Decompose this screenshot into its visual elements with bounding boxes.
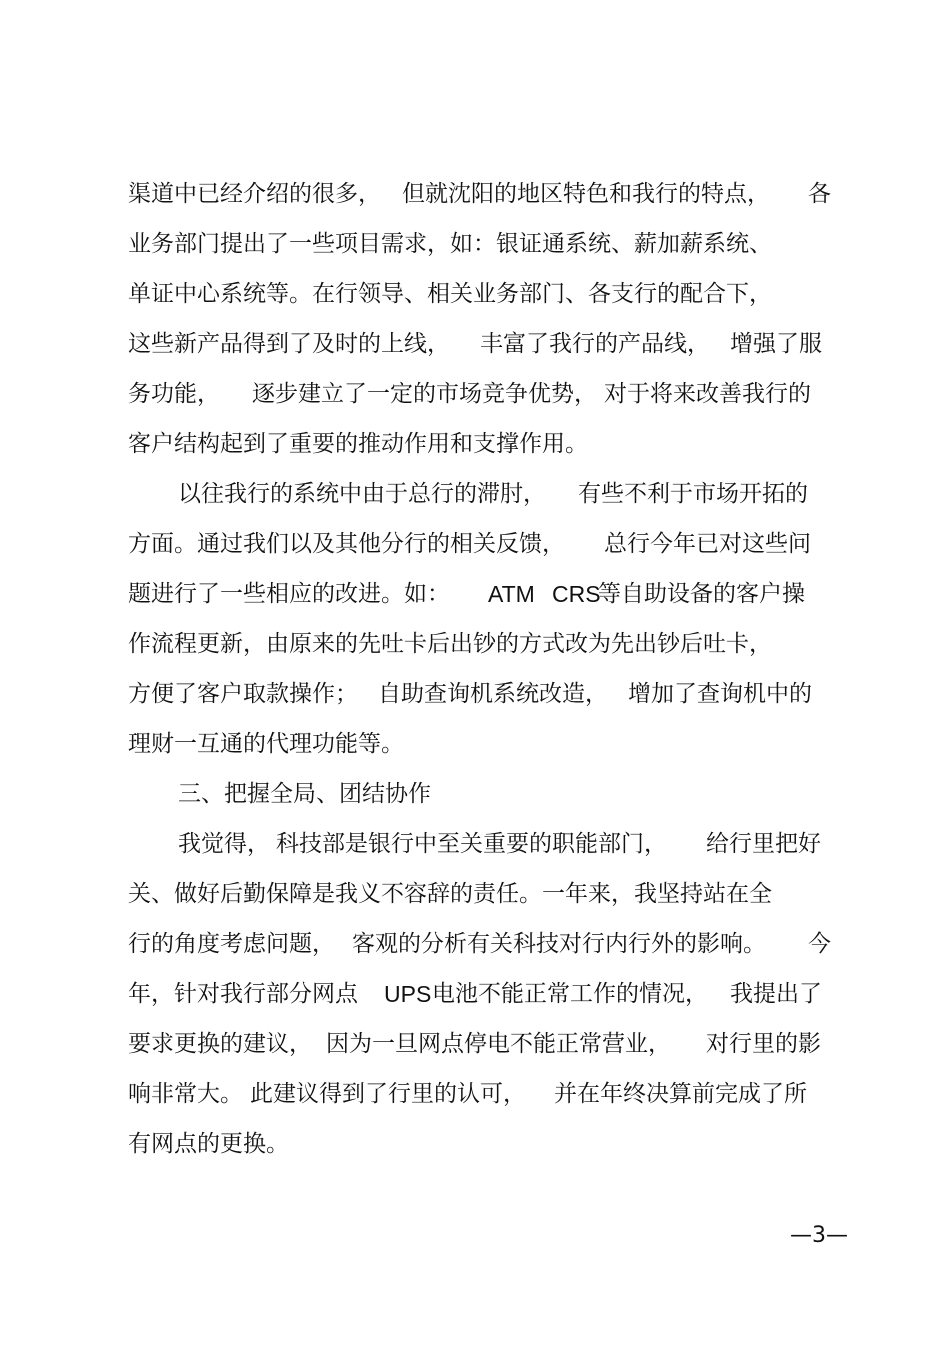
- text-segment: 等自助设备的客户操: [598, 581, 805, 607]
- section-heading: [0, 774, 950, 814]
- text-line: [0, 624, 950, 664]
- text-line: [0, 824, 950, 864]
- text-line: [0, 674, 950, 714]
- text-segment: 务功能，: [128, 381, 220, 407]
- text-segment: 客观的分析有关科技对行内行外的影响。: [352, 931, 766, 957]
- text-segment: 对于将来改善我行的: [604, 381, 811, 407]
- text-segment: 但就沈阳的地区特色和我行的特点，: [402, 181, 770, 207]
- text-segment: 增强了服: [730, 331, 822, 357]
- text-segment: 渠道中已经介绍的很多，: [128, 181, 381, 207]
- text-line: [0, 524, 950, 564]
- text-segment: 单证中心系统等。在行领导、相关业务部门、各支行的配合下，: [128, 281, 772, 307]
- text-segment: 总行今年已对这些问: [604, 531, 811, 557]
- text-line: [0, 924, 950, 964]
- text-line: [0, 274, 950, 314]
- text-segment: 并在年终决算前完成了所: [554, 1081, 807, 1107]
- page-number: —3—: [790, 1223, 848, 1248]
- text-segment: 自助查询机系统改造，: [378, 681, 608, 707]
- text-segment: 电池不能正常工作的情况，: [432, 981, 708, 1007]
- text-line: [0, 1024, 950, 1064]
- text-segment: 科技部是银行中至关重要的职能部门，: [276, 831, 667, 857]
- text-segment: 响非常大。: [128, 1081, 243, 1107]
- text-segment: 给行里把好: [706, 831, 821, 857]
- text-line: [0, 424, 950, 464]
- text-segment: 丰富了我行的产品线，: [480, 331, 710, 357]
- text-segment: 客户结构起到了重要的推动作用和支撑作用。: [128, 431, 588, 457]
- text-line: [0, 574, 950, 614]
- text-segment: 此建议得到了行里的认可，: [250, 1081, 526, 1107]
- text-segment: 年，针对我行部分网点: [128, 981, 358, 1007]
- text-segment: 要求更换的建议，: [128, 1031, 312, 1057]
- text-segment: 行的角度考虑问题，: [128, 931, 335, 957]
- text-segment: 各: [808, 181, 831, 207]
- text-segment: 这些新产品得到了及时的上线，: [128, 331, 450, 357]
- text-segment: UPS: [384, 981, 432, 1007]
- text-segment: 对行里的影: [706, 1031, 821, 1057]
- text-segment: 关、做好后勤保障是我义不容辞的责任。一年来，我坚持站在全: [128, 881, 772, 907]
- text-line: [0, 174, 950, 214]
- text-line: [0, 474, 950, 514]
- text-segment: 因为一旦网点停电不能正常营业，: [326, 1031, 671, 1057]
- text-segment: 理财一互通的代理功能等。: [128, 731, 404, 757]
- text-segment: 以往我行的系统中由于总行的滞肘，: [178, 481, 546, 507]
- text-segment: 有些不利于市场开拓的: [578, 481, 808, 507]
- text-segment: 作流程更新，由原来的先吐卡后出钞的方式改为先出钞后吐卡，: [128, 631, 772, 657]
- text-line: [0, 224, 950, 264]
- text-segment: 题进行了一些相应的改进。如：: [128, 581, 450, 607]
- text-segment: ATM: [488, 581, 535, 607]
- text-segment: 方便了客户取款操作；: [128, 681, 358, 707]
- text-line: [0, 724, 950, 764]
- text-segment: 我觉得，: [178, 831, 270, 857]
- text-segment: CRS: [552, 581, 601, 607]
- text-line: [0, 1074, 950, 1114]
- text-segment: 我提出了: [730, 981, 822, 1007]
- text-line: [0, 974, 950, 1014]
- text-segment: 增加了查询机中的: [628, 681, 812, 707]
- text-segment: 有网点的更换。: [128, 1131, 289, 1157]
- text-line: [0, 874, 950, 914]
- text-line: [0, 374, 950, 414]
- text-line: [0, 1124, 950, 1164]
- text-line: [0, 324, 950, 364]
- text-segment: 业务部门提出了一些项目需求，如：银证通系统、薪加薪系统、: [128, 231, 772, 257]
- text-segment: 逐步建立了一定的市场竞争优势，: [252, 381, 597, 407]
- text-segment: 今: [808, 931, 831, 957]
- text-segment: 三、把握全局、团结协作: [178, 781, 431, 807]
- text-segment: 方面。通过我们以及其他分行的相关反馈，: [128, 531, 565, 557]
